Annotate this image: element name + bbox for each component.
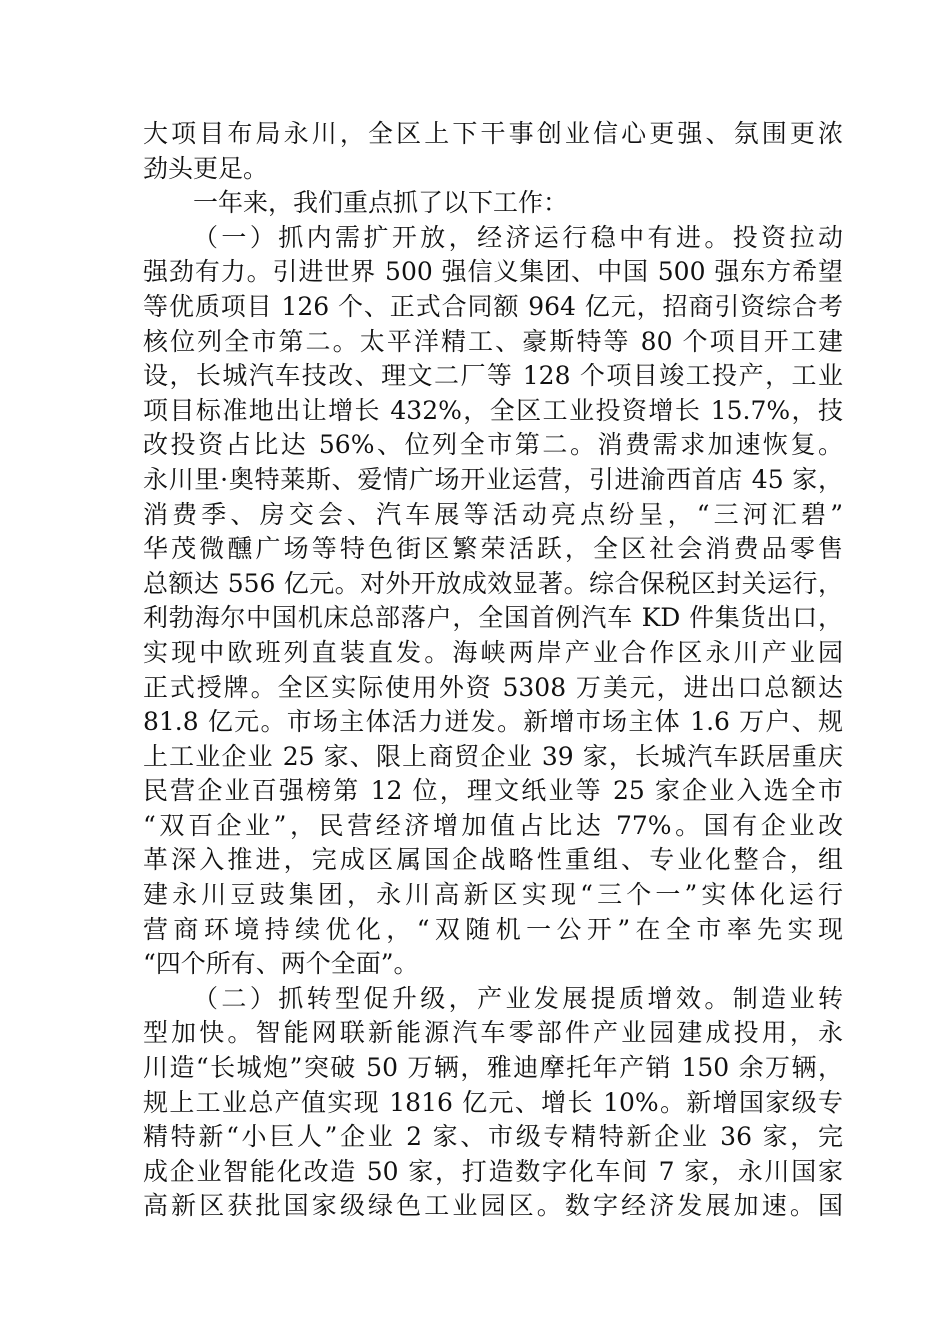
- text-line: 永川里·奥特莱斯、爱情广场开业运营，引进渝西首店 45 家，: [143, 464, 843, 494]
- text-line: 营商环境持续优化，“双随机一公开”在全市率先实现: [143, 914, 843, 944]
- text-line: 规上工业总产值实现 1816 亿元、增长 10%。新增国家级专: [143, 1087, 843, 1117]
- text-line: “四个所有、两个全面”。: [143, 949, 419, 979]
- text-line: 民营企业百强榜第 12 位，理文纸业等 25 家企业入选全市: [143, 776, 843, 806]
- text-line: 消费季、房交会、汽车展等活动亮点纷呈，“三河汇碧”: [143, 499, 843, 529]
- text-line: 81.8 亿元。市场主体活力迸发。新增市场主体 1.6 万户、规: [143, 707, 843, 737]
- paragraph-first-line: 一年来，我们重点抓了以下工作：: [193, 188, 569, 218]
- text-line: “双百企业”，民营经济增加值占比达 77%。国有企业改: [143, 810, 843, 840]
- text-line: 革深入推进，完成区属国企战略性重组、专业化整合，组: [143, 845, 843, 875]
- paragraph-first-line: （一）抓内需扩开放，经济运行稳中有进。投资拉动: [193, 222, 843, 252]
- text-line: 改投资占比达 56%、位列全市第二。消费需求加速恢复。: [143, 430, 843, 460]
- text-line: 型加快。智能网联新能源汽车零部件产业园建成投用，永: [143, 1018, 843, 1048]
- text-line: 等优质项目 126 个、正式合同额 964 亿元，招商引资综合考: [143, 291, 843, 321]
- text-line: 成企业智能化改造 50 家，打造数字化车间 7 家，永川国家: [143, 1156, 843, 1186]
- text-line: 强劲有力。引进世界 500 强信义集团、中国 500 强东方希望: [143, 257, 843, 287]
- text-line: 利勃海尔中国机床总部落户，全国首例汽车 KD 件集货出口，: [143, 603, 843, 633]
- paragraph-first-line: （二）抓转型促升级，产业发展提质增效。制造业转: [193, 983, 843, 1013]
- text-line: 建永川豆豉集团，永川高新区实现“三个一”实体化运行: [143, 880, 843, 910]
- text-line: 实现中欧班列直装直发。海峡两岸产业合作区永川产业园: [143, 637, 843, 667]
- text-line: 设，长城汽车技改、理文二厂等 128 个项目竣工投产，工业: [143, 361, 843, 391]
- text-line: 核位列全市第二。太平洋精工、豪斯特等 80 个项目开工建: [143, 326, 843, 356]
- text-line: 高新区获批国家级绿色工业园区。数字经济发展加速。国: [143, 1191, 843, 1221]
- document-body: [143, 117, 843, 1224]
- text-line: 华茂微醺广场等特色街区繁荣活跃，全区社会消费品零售: [143, 534, 843, 564]
- text-line: 正式授牌。全区实际使用外资 5308 万美元，进出口总额达: [143, 672, 843, 702]
- text-line: 上工业企业 25 家、限上商贸企业 39 家，长城汽车跃居重庆: [143, 741, 843, 771]
- text-line: 总额达 556 亿元。对外开放成效显著。综合保税区封关运行，: [143, 568, 843, 598]
- text-line: 精特新“小巨人”企业 2 家、市级专精特新企业 36 家，完: [143, 1122, 843, 1152]
- text-line: 大项目布局永川，全区上下干事创业信心更强、氛围更浓: [143, 119, 843, 148]
- text-line: 项目标准地出让增长 432%，全区工业投资增长 15.7%，技: [143, 395, 843, 425]
- text-line: 川造“长城炮”突破 50 万辆，雅迪摩托年产销 150 余万辆，: [143, 1053, 843, 1083]
- text-line: 劲头更足。: [143, 153, 269, 183]
